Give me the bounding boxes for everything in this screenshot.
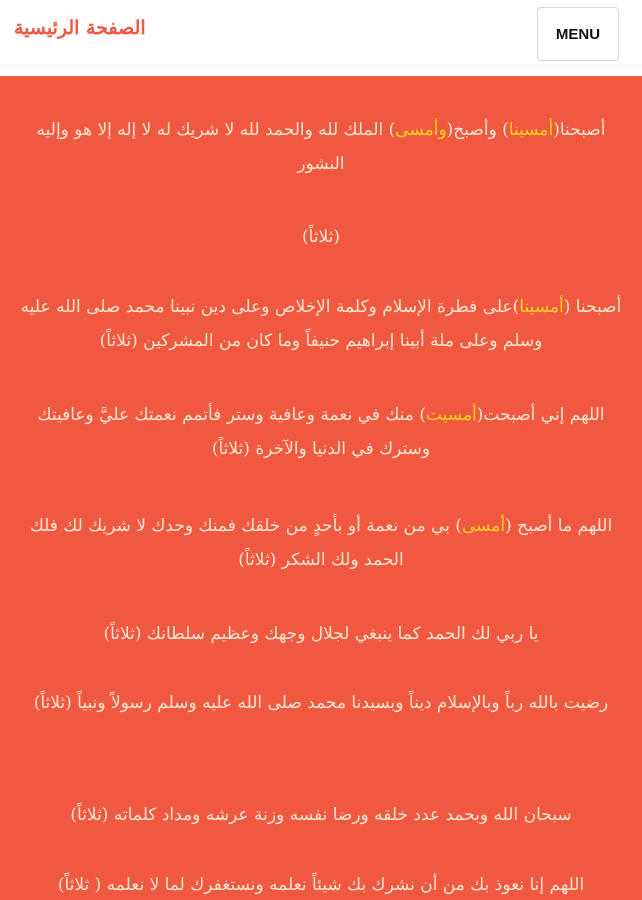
dhikr-item-5 [18, 509, 624, 577]
dhikr-text: ) منك في نعمة وعافية وستر فأتمم نعمتك عليَّ وعافيتك وسترك في الدنيا والآخرة (ثلاثاً) [37, 405, 431, 459]
dhikr-text: اللهم إني أصبحت( [476, 405, 605, 425]
dhikr-text: سبحان الله وبحمد عدد خلقه ورضا نفسه وزنة عرشه ومداد كلماته (ثلاثاً) [70, 805, 572, 825]
evening-variant: أمسينا [519, 297, 564, 317]
dhikr-item-6 [18, 617, 624, 651]
dhikr-text: أصبحنا ( [563, 297, 622, 317]
dhikr-item-2 [18, 220, 624, 254]
app-header [0, 0, 642, 76]
menu-button[interactable]: MENU [537, 7, 619, 61]
dhikr-item-7 [18, 686, 624, 720]
dhikr-text: يا ربي لك الحمد كما ينبغي لجلال وجهك وعظيم سلطانك (ثلاثاً) [103, 624, 539, 644]
dhikr-text: أصبحنا( [553, 120, 606, 140]
adhkar-list [0, 76, 642, 900]
dhikr-text: ) الملك لله والحمد لله لا شريك له لا إله إلا هو وإليه النشور [36, 120, 396, 174]
dhikr-item-9 [18, 868, 624, 900]
evening-variant: أمسينا [508, 120, 554, 140]
evening-variant: أمسيت [425, 405, 477, 425]
dhikr-text: رضيت بالله رباً وبالإسلام ديناً وبسيدنا محمد صلى الله عليه وسلم رسولاً ونبياً (ثلاثاً) [33, 693, 609, 713]
evening-variant: وأمسى [395, 120, 447, 140]
dhikr-item-1 [18, 113, 624, 181]
dhikr-text: اللهم إنا نعوذ بك من أن نشرك بك شيئاً نعلمه ونستغفرك لما لا نعلمه ( ثلاثاً) [57, 875, 585, 895]
evening-variant: أمسى [461, 516, 506, 536]
dhikr-text: )على فطرة الإسلام وكلمة الإخلاص وعلى دين نبينا محمد صلى الله عليه وسلم وعلى ملة أبينا إبراهيم حنيفاً وما كان من المشركين (ثلاثاً) [20, 297, 543, 351]
dhikr-text: ) وأصبح( [446, 120, 509, 140]
dhikr-text: اللهم ما أصبح ( [505, 516, 613, 536]
dhikr-item-8 [18, 798, 624, 832]
dhikr-text: ) بي من نعمة أو بأحدٍ من خلقك فمنك وحدك لا شريك لك فلك الحمد ولك الشكر (ثلاثاً) [29, 516, 462, 570]
dhikr-item-3 [18, 290, 624, 358]
dhikr-text: (ثلاثاً) [301, 227, 341, 247]
dhikr-item-4 [18, 398, 624, 466]
page-title[interactable]: الصفحة الرئيسية [14, 17, 146, 39]
